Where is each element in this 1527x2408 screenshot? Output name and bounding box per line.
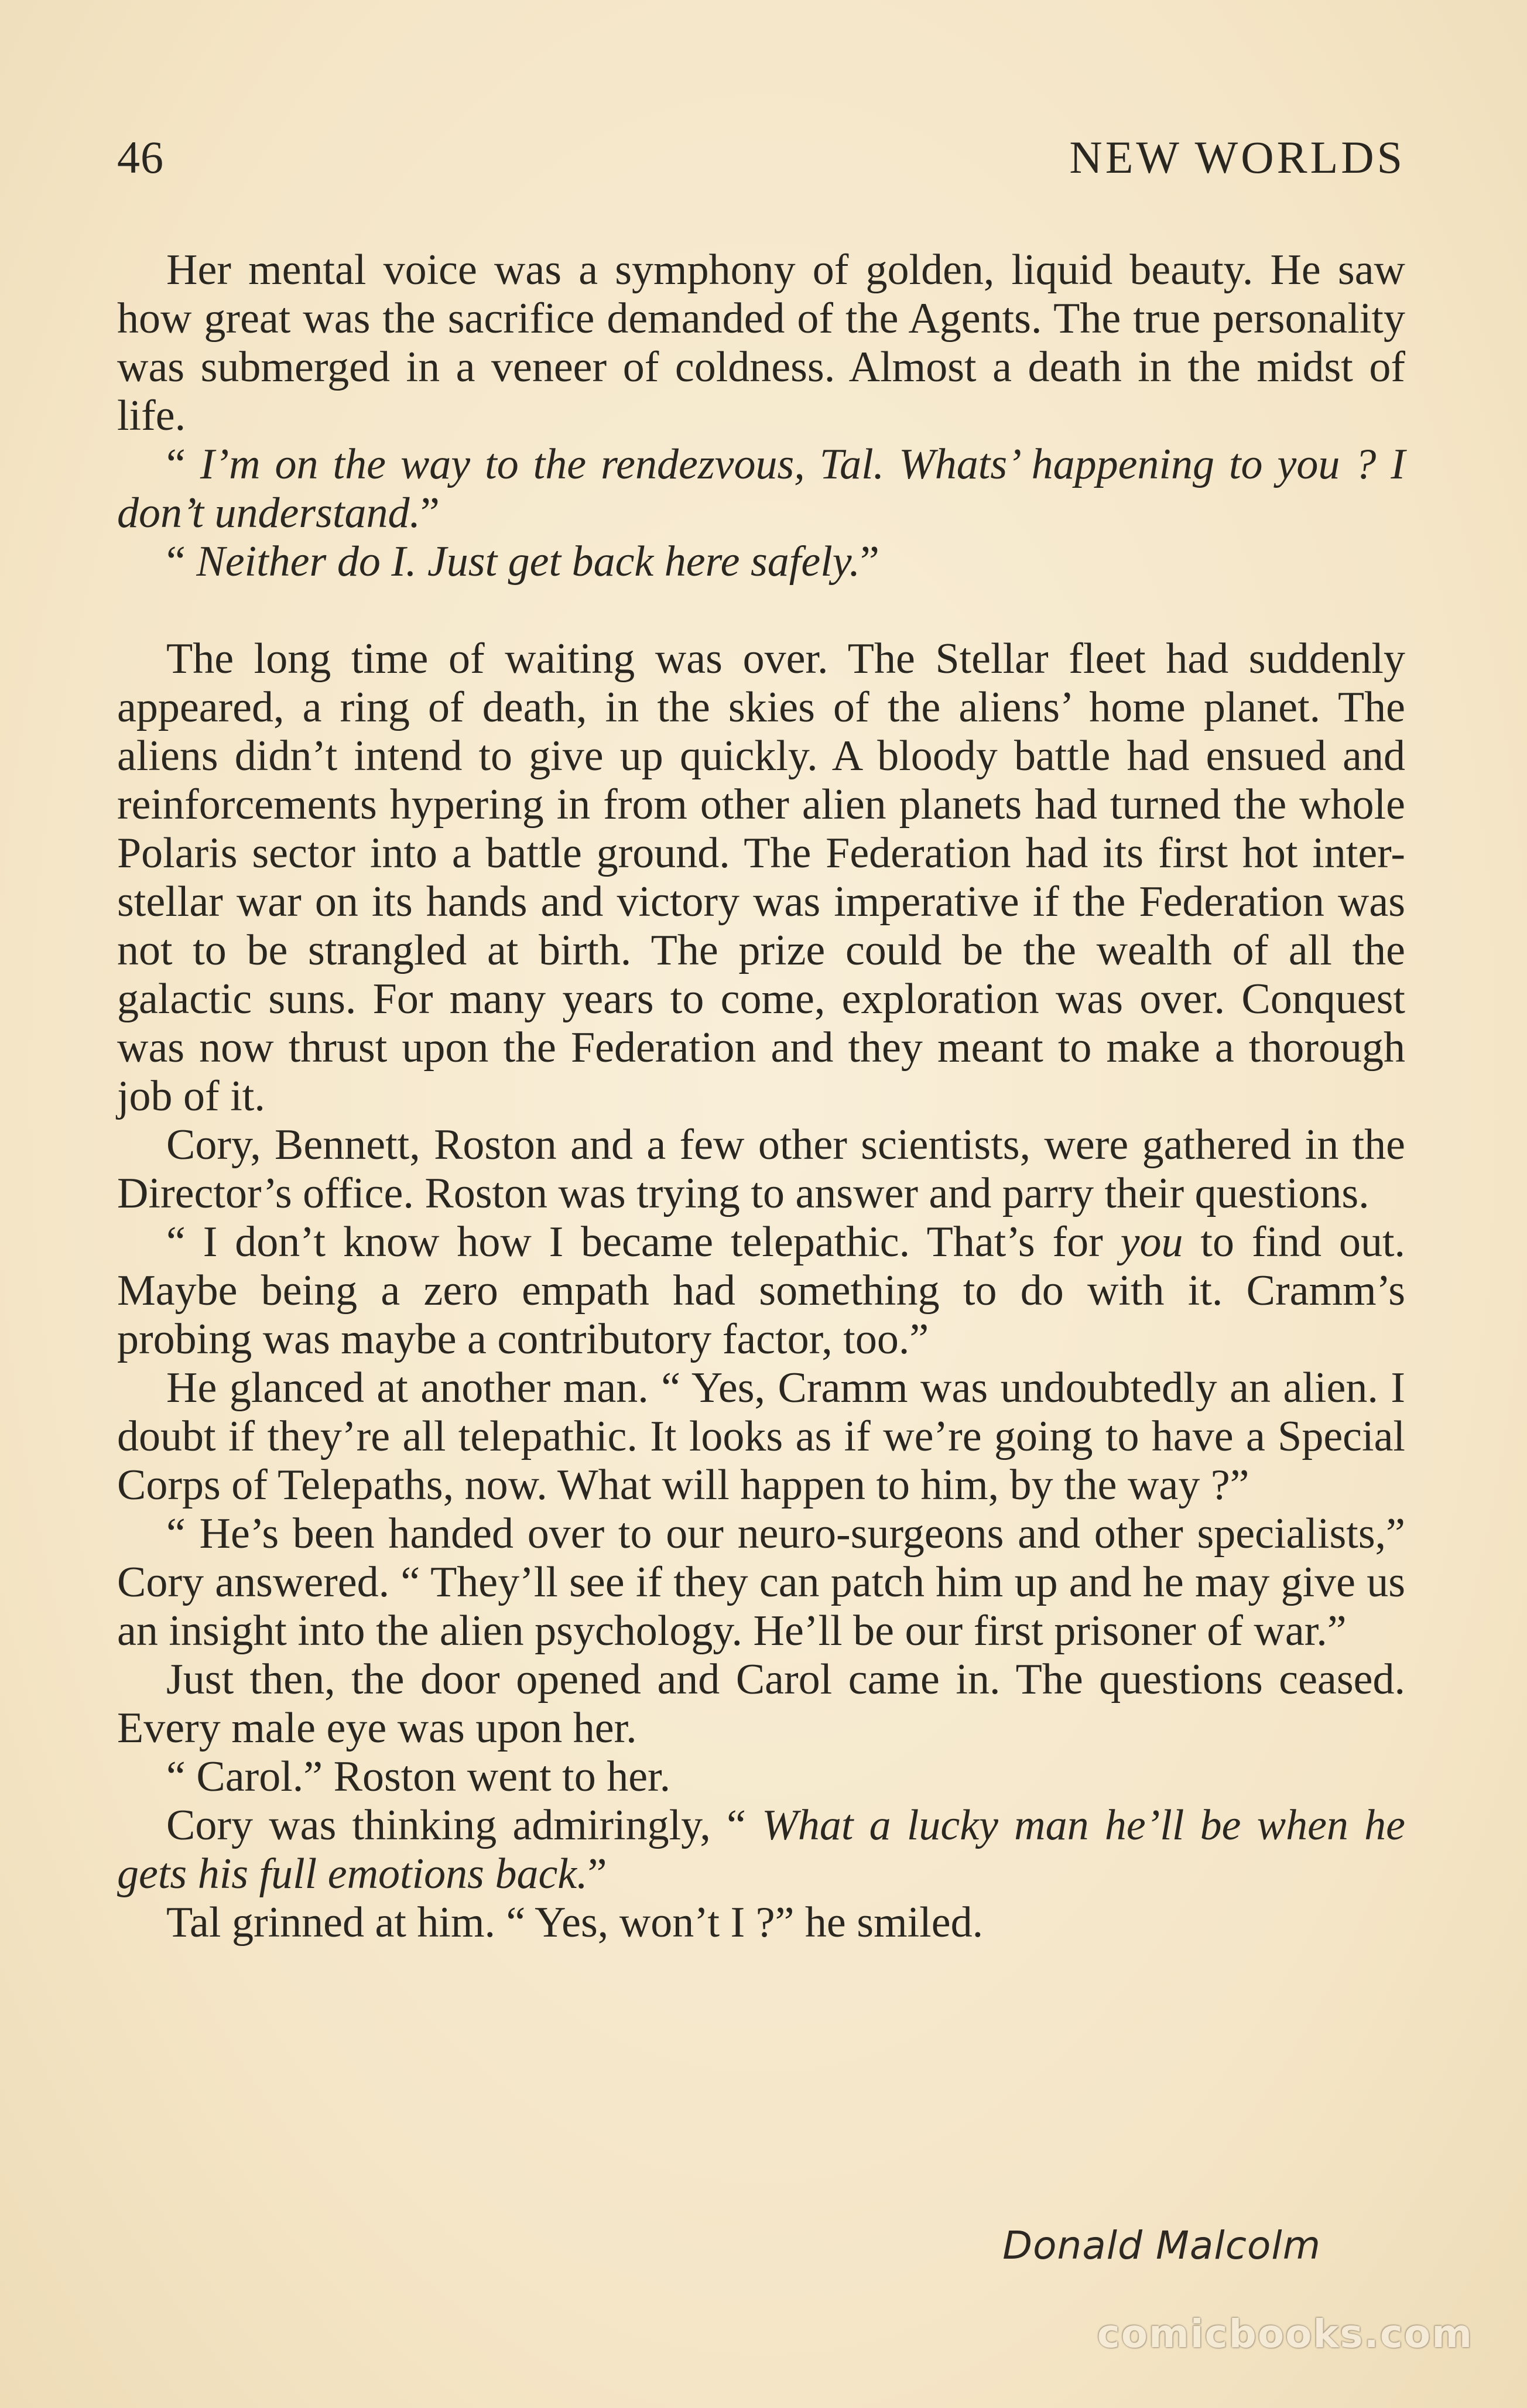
running-head: [117, 132, 1405, 193]
text-run: “ I don’t know how I became telepathic. That’s for: [166, 1218, 1121, 1266]
book-page: [117, 132, 1406, 1947]
author-byline: Donald Malcolm: [1002, 2223, 1321, 2268]
text-run: Cory was thinking admiringly, “: [166, 1801, 762, 1849]
quote-close: ”: [860, 538, 879, 586]
paragraph: Just then, the door opened and Carol came in. The questions ceased. Every male eye was upon her.: [117, 1656, 1405, 1752]
quote-open: “: [166, 440, 200, 488]
paragraph: “ Carol.” Roston went to her.: [166, 1753, 671, 1801]
story-text: [117, 246, 1405, 1947]
telepathic-speech: I’m on the way to the rendezvous, Tal. Whats’ happening to you ? I don’t understand.: [117, 440, 1405, 537]
page-number: 46: [117, 132, 164, 183]
paragraph: [117, 1218, 1405, 1364]
paragraph: [117, 440, 1405, 538]
paragraph: Her mental voice was a symphony of golden, liquid beauty. He saw how great was the sacrifice demanded of the Agents. The true personality was submerged in a veneer of coldness. Almost a death in the midst of life.: [117, 246, 1405, 440]
quote-close: ”: [587, 1850, 607, 1898]
paragraph: “ He’s been handed over to our neuro-surgeons and other specialists,” Cory answered. “ They’ll see if they can patch him up and he may give us an insight into the alien psychology. He’ll be our first prisoner of war.”: [117, 1510, 1405, 1655]
paragraph: [117, 538, 1405, 586]
quote-close: ”: [420, 489, 440, 537]
journal-title: NEW WORLDS: [1069, 132, 1405, 183]
text-run: to find out. Maybe being a zero empath had something to do with it. Cramm’s probing was maybe a contributory factor, too.”: [117, 1218, 1405, 1363]
watermark: comicbooks.com: [1097, 2311, 1473, 2356]
telepathic-speech: Neither do I. Just get back here safely.: [196, 538, 861, 586]
paragraph: [117, 1801, 1405, 1899]
emphasis: you: [1120, 1218, 1183, 1266]
paragraph: The long time of waiting was over. The Stellar fleet had suddenly appeared, a ring of death, in the skies of the aliens’ home planet. The aliens didn’t intend to give up quickly. A bloody battle had ensued and reinforcements hypering in from other alien planets had turned the whole Polaris sector into a battle ground. The Federation had its first hot inter-stellar war on its hands and victory was imperative if the Federation was not to be strangled at birth. The prize could be the wealth of all the galactic suns. For many years to come, exploration was over. Conquest was now thrust upon the Federation and they meant to make a thorough job of it.: [117, 635, 1405, 1120]
paragraph: Tal grinned at him. “ Yes, won’t I ?” he smiled.: [166, 1899, 984, 1947]
quote-open: “: [166, 538, 197, 586]
paragraph: Cory, Bennett, Roston and a few other scientists, were gathered in the Director’s office. Roston was trying to answer and parry their questions.: [117, 1121, 1405, 1217]
paragraph: He glanced at another man. “ Yes, Cramm was undoubtedly an alien. I doubt if they’re all telepathic. It looks as if we’re going to have a Special Corps of Telepaths, now. What will happen to him, by the way ?”: [117, 1364, 1405, 1509]
thought-speech: What a lucky man he’ll be when he gets his full emotions back.: [117, 1801, 1406, 1898]
